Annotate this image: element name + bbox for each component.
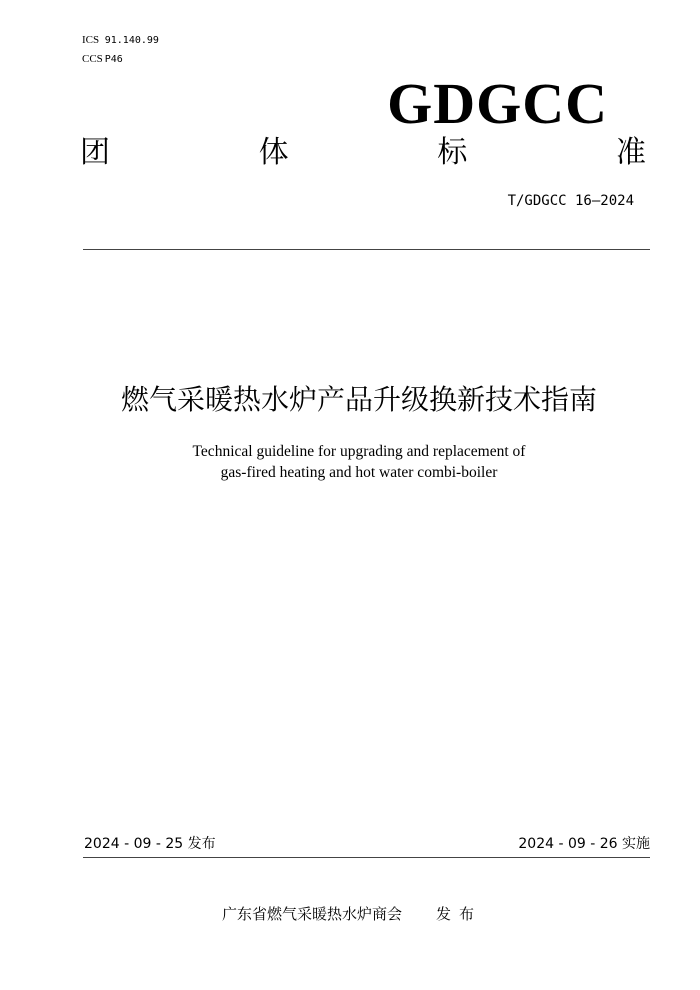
standard-type-char: 标	[437, 135, 468, 170]
english-title-line: gas-fired heating and hot water combi-boiler	[220, 464, 498, 481]
document-title-chinese: 燃气采暖热水炉产品升级换新技术指南	[120, 383, 597, 416]
standard-number: T/GDGCC 16—2024	[507, 193, 634, 209]
ics-label: ICS	[82, 34, 100, 46]
document-title-english	[0, 441, 700, 483]
publisher-name: 广东省燃气采暖热水炉商会	[222, 905, 403, 923]
ics-classification	[82, 33, 159, 48]
issue-date: 2024 - 09 - 25 发布	[84, 836, 216, 852]
organization-brand: GDGCC	[387, 71, 608, 136]
ccs-label: CCS	[82, 53, 103, 65]
standard-type-char: 体	[258, 135, 289, 170]
standard-type-char: 团	[80, 135, 110, 170]
implementation-date: 2024 - 09 - 26 实施	[518, 836, 650, 852]
ics-value: 91.140.99	[104, 35, 159, 46]
publish-action: 发布	[436, 905, 483, 923]
header-divider	[83, 249, 650, 250]
english-title-line: Technical guideline for upgrading and replacement of	[192, 443, 526, 460]
standard-type	[80, 134, 646, 172]
ccs-classification	[82, 52, 123, 67]
standard-type-char: 准	[615, 135, 646, 170]
ccs-value: P46	[104, 54, 123, 65]
footer-divider	[83, 857, 650, 858]
publisher	[222, 904, 482, 924]
